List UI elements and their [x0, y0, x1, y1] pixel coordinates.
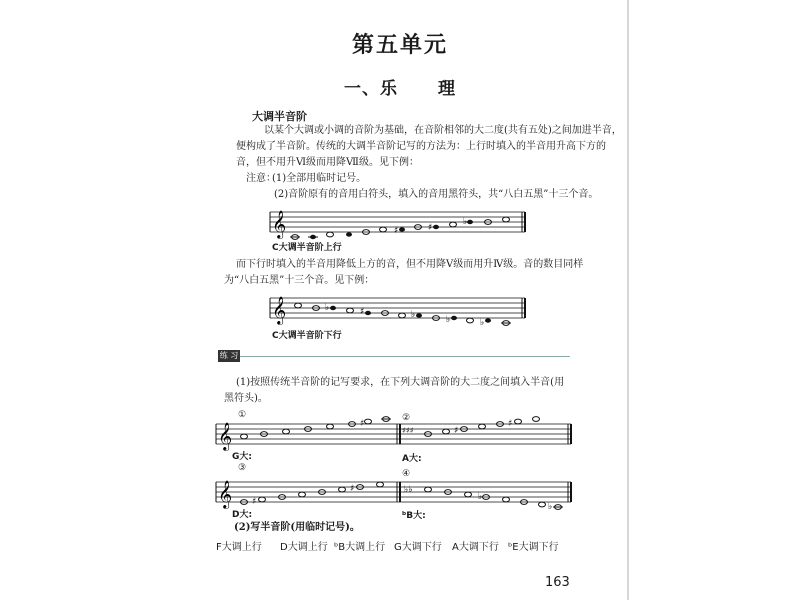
notes-g-major [241, 417, 392, 439]
task2-item-1: F大调上行 [216, 542, 262, 553]
notes-bflat-major [404, 485, 563, 512]
para1-line3: 音，但不用升Ⅵ级而用降Ⅶ级。见下例： [236, 157, 419, 168]
svg-text:♭: ♭ [446, 315, 451, 325]
svg-text:♭♭: ♭♭ [404, 485, 413, 495]
svg-text:♭: ♭ [480, 318, 485, 328]
svg-text:♭: ♭ [411, 310, 416, 320]
svg-text:♭: ♭ [463, 217, 468, 227]
notes-d-major [241, 482, 384, 507]
para2-line1: 而下行时填入的半音用降低上方的音，但不用降Ⅴ级而用升Ⅳ级。音的数目同样 [236, 259, 584, 270]
task2-item-3: ᵇB大调上行 [334, 542, 386, 553]
example2-staff [270, 296, 530, 330]
treble-clef-icon: 𝄞 [218, 422, 233, 450]
page-number: 163 [545, 575, 570, 590]
task2-item-5: A大调下行 [452, 542, 499, 553]
treble-clef-icon: 𝄞 [272, 210, 287, 238]
section-word: 理 [438, 79, 456, 99]
exercise-staff-row2 [216, 480, 576, 510]
exercise-rule [240, 356, 570, 357]
staff-number-1: ① [238, 410, 247, 420]
treble-clef-icon: 𝄞 [218, 480, 233, 508]
notes-a-major [402, 417, 540, 437]
key-label-bflat: ᵇB大: [402, 511, 426, 521]
key-label-g: G大: [232, 452, 252, 462]
svg-text:♯: ♯ [350, 484, 355, 494]
svg-text:♭: ♭ [548, 502, 553, 512]
notes-descending [295, 303, 512, 328]
staff-number-3: ③ [238, 463, 247, 473]
unit-title: 第五单元 [351, 32, 448, 58]
note-2: (2)音阶原有的音用白符头，填入的音用黑符头，共“八白五黑”十三个音。 [274, 189, 599, 200]
example2-caption: C大调半音阶下行 [272, 331, 342, 341]
task2: (2)写半音阶(用临时记号)。 [234, 522, 360, 533]
task1-line1: (1)按照传统半音阶的记写要求，在下列大调音阶的大二度之间填入半音(用 [236, 377, 565, 388]
para1-line1: 以某个大调或小调的音阶为基础，在音阶相邻的大二度(共有五处)之间加进半音， [264, 125, 622, 136]
staff-lines [270, 298, 525, 318]
svg-text:♯: ♯ [454, 426, 459, 436]
note-label: 注意： [246, 173, 276, 184]
task1-line2: 黑符头)。 [224, 393, 268, 404]
svg-text:♯: ♯ [508, 419, 513, 429]
staff-number-4: ④ [402, 469, 411, 479]
task2-item-6: ᵇE大调下行 [508, 542, 559, 553]
svg-text:♯♯♯: ♯♯♯ [402, 426, 414, 435]
exercise-tag: 练 习 [219, 351, 239, 360]
para2-line2: 为“八白五黑”十三个音。见下例： [224, 275, 375, 286]
treble-clef-icon: 𝄞 [272, 296, 287, 324]
section-heading [0, 74, 800, 99]
svg-text:♭: ♭ [478, 492, 483, 502]
svg-text:♯: ♯ [252, 497, 257, 507]
svg-text:♯: ♯ [394, 226, 399, 236]
note-1: (1)全部用临时记号。 [272, 173, 367, 184]
key-label-d: D大: [232, 510, 253, 520]
section-number: 一、乐 [344, 79, 398, 99]
staff-lines [216, 424, 571, 444]
staff-lines [216, 482, 571, 502]
example1-caption: C大调半音阶上行 [272, 243, 342, 253]
svg-text:♯: ♯ [360, 419, 365, 429]
key-label-a: A大: [402, 454, 422, 464]
staff-number-2: ② [402, 413, 411, 423]
svg-text:♯: ♯ [360, 307, 365, 317]
exercise-staff-row1 [216, 419, 576, 450]
task2-item-2: D大调上行 [280, 542, 328, 553]
svg-text:♯: ♯ [428, 223, 433, 233]
example1-staff [270, 210, 530, 240]
para1-line2: 便构成了半音阶。传统的大调半音阶记写的方法为：上行时填入的半音用升高下方的 [236, 141, 606, 152]
subheading: 大调半音阶 [252, 110, 307, 123]
task2-item-4: G大调下行 [394, 542, 442, 553]
notes-ascending [290, 217, 510, 239]
svg-text:♭: ♭ [325, 303, 330, 313]
